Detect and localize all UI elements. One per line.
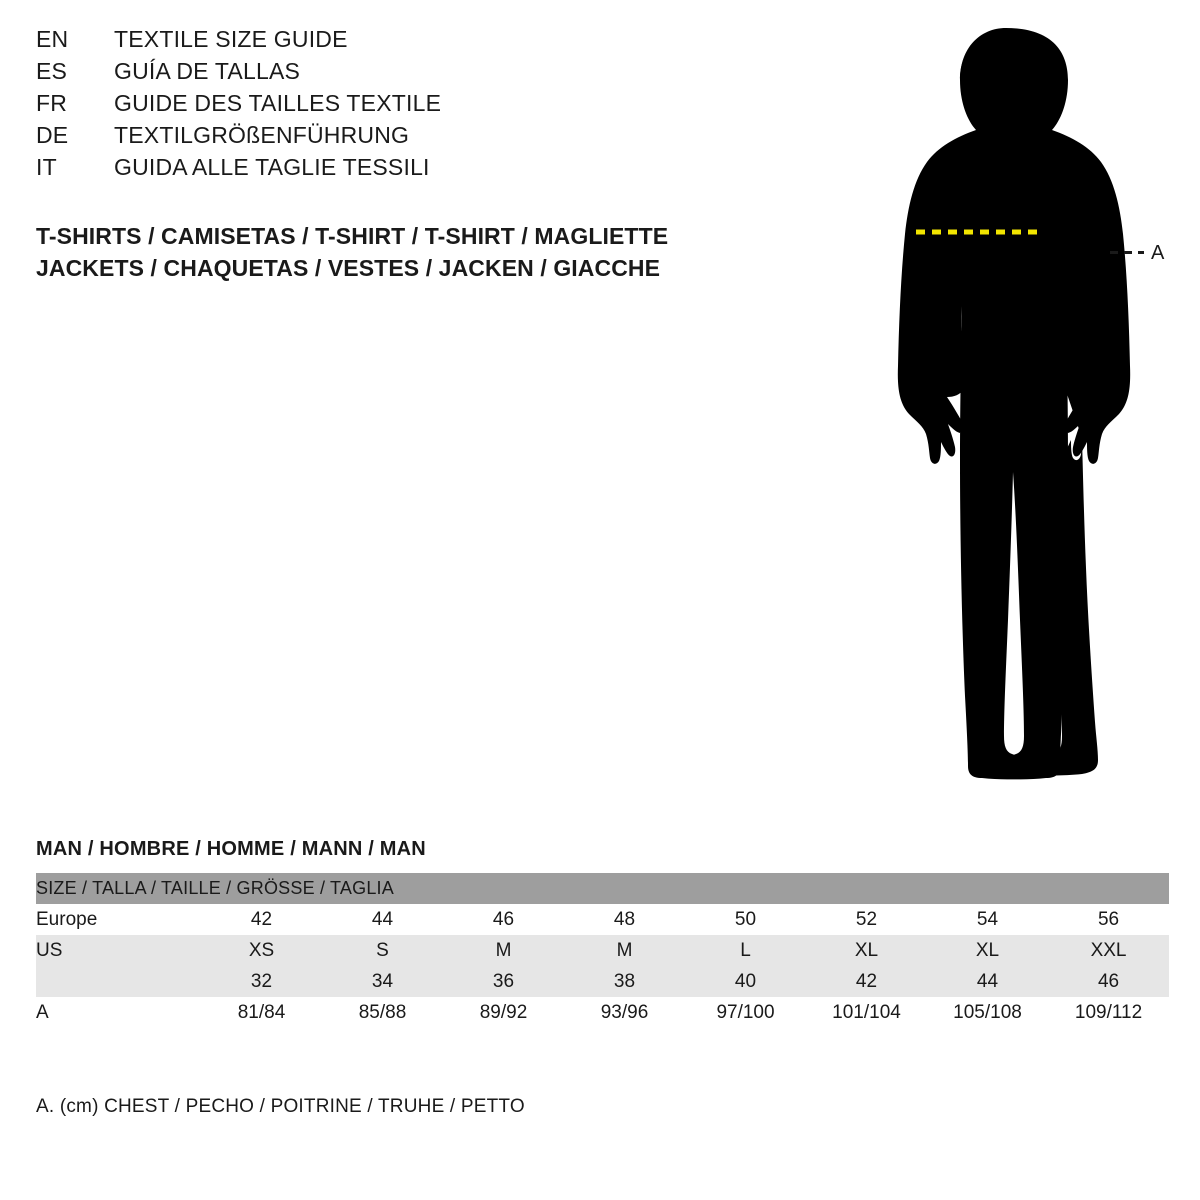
table-cell: S <box>322 935 443 966</box>
table-row <box>36 966 1169 997</box>
table-cell: XS <box>201 935 322 966</box>
table-footnote: A. (cm) CHEST / PECHO / POITRINE / TRUHE / PETTO <box>36 1096 525 1117</box>
table-cell: 109/112 <box>1048 997 1169 1028</box>
table-cell: 105/108 <box>927 997 1048 1028</box>
table-cell: 93/96 <box>564 997 685 1028</box>
language-code: IT <box>36 154 57 180</box>
table-cell: 46 <box>443 904 564 935</box>
section-title-man: MAN / HOMBRE / HOMME / MANN / MAN <box>36 838 426 860</box>
size-table <box>36 873 1169 1028</box>
table-cell: 97/100 <box>685 997 806 1028</box>
size-table-section <box>36 838 1168 1028</box>
language-text: TEXTILGRÖßENFÜHRUNG <box>114 122 410 148</box>
language-row <box>36 124 736 156</box>
table-cell: 52 <box>806 904 927 935</box>
table-cell: M <box>443 935 564 966</box>
table-cell: L <box>685 935 806 966</box>
table-cell: 54 <box>927 904 1048 935</box>
male-silhouette-icon <box>810 20 1180 790</box>
language-text: TEXTILE SIZE GUIDE <box>114 26 348 52</box>
table-cell: 44 <box>322 904 443 935</box>
row-label-a: A <box>36 997 201 1028</box>
garment-types <box>36 220 668 284</box>
table-row <box>36 997 1169 1028</box>
language-code: FR <box>36 90 68 116</box>
table-cell: XL <box>806 935 927 966</box>
table-cell: 50 <box>685 904 806 935</box>
language-row <box>36 92 736 124</box>
language-list <box>36 28 736 188</box>
language-text: GUIDE DES TAILLES TEXTILE <box>114 90 442 116</box>
table-cell: 46 <box>1048 966 1169 997</box>
row-label-europe: Europe <box>36 904 201 935</box>
table-cell: 42 <box>201 904 322 935</box>
language-code: DE <box>36 122 69 148</box>
garment-line-tshirts: T-SHIRTS / CAMISETAS / T-SHIRT / T-SHIRT / MAGLIETTE <box>36 223 669 249</box>
row-label-us: US <box>36 935 201 966</box>
table-cell: 85/88 <box>322 997 443 1028</box>
language-code: EN <box>36 26 69 52</box>
table-cell: 40 <box>685 966 806 997</box>
table-header-label: SIZE / TALLA / TAILLE / GRÖSSE / TAGLIA <box>36 873 1169 904</box>
table-cell: 32 <box>201 966 322 997</box>
table-cell: XL <box>927 935 1048 966</box>
language-text: GUIDA ALLE TAGLIE TESSILI <box>114 154 430 180</box>
row-label-numeric <box>36 966 201 997</box>
table-cell: 36 <box>443 966 564 997</box>
table-cell: 89/92 <box>443 997 564 1028</box>
table-cell: 44 <box>927 966 1048 997</box>
garment-line-jackets: JACKETS / CHAQUETAS / VESTES / JACKEN / GIACCHE <box>36 255 661 281</box>
language-row <box>36 28 736 60</box>
table-cell: 48 <box>564 904 685 935</box>
measure-leader-line <box>1110 251 1144 254</box>
table-cell: 38 <box>564 966 685 997</box>
table-cell: 42 <box>806 966 927 997</box>
language-row <box>36 156 736 188</box>
table-cell: XXL <box>1048 935 1169 966</box>
table-header-row <box>36 873 1169 904</box>
table-cell: 81/84 <box>201 997 322 1028</box>
body-figure <box>810 20 1180 790</box>
language-row <box>36 60 736 92</box>
table-row <box>36 904 1169 935</box>
table-cell: 34 <box>322 966 443 997</box>
measure-label-a: A <box>1151 242 1165 264</box>
table-cell: 101/104 <box>806 997 927 1028</box>
language-code: ES <box>36 58 68 84</box>
table-cell: M <box>564 935 685 966</box>
table-cell: 56 <box>1048 904 1169 935</box>
table-row <box>36 935 1169 966</box>
language-text: GUÍA DE TALLAS <box>114 58 301 84</box>
